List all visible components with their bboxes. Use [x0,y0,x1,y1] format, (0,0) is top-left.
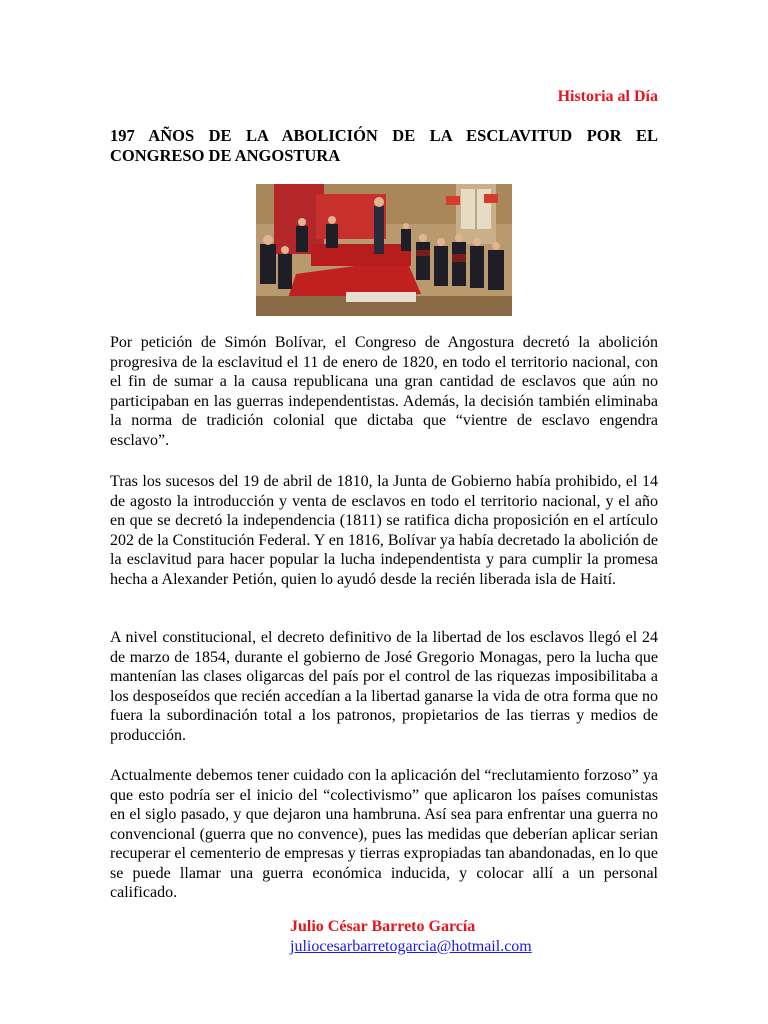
article-title: 197 AÑOS DE LA ABOLICIÓN DE LA ESCLAVITUD POR EL CONGRESO DE ANGOSTURA [110,126,658,165]
author-name: Julio César Barreto García [290,918,476,935]
author-email-link[interactable]: juliocesarbarretogarcia@hotmail.com [290,938,532,955]
article-paragraph: Por petición de Simón Bolívar, el Congreso de Angostura decretó la abolición progresiva de la esclavitud el 11 de enero de 1820, en todo el territorio nacional, con el fin de sumar a la causa republicana una gran cantidad de esclavos que aún no participaban en las guerras independentistas. Además, la decisión también eliminaba la norma de tradición colonial que dictaba que “vientre de esclavo engendra esclavo”. [110,334,658,449]
article-paragraph: Tras los sucesos del 19 de abril de 1810, la Junta de Gobierno había prohibido, el 14 de agosto la introducción y venta de esclavos en todo el territorio nacional, y el año en que se decretó la independencia (1811) se ratifica dicha proposición en el artículo 202 de la Constitución Federal. Y en 1816, Bolívar ya había decretado la abolición de la esclavitud para hacer popular la lucha independentista y para cumplir la promesa hecha a Alexander Petión, quien lo ayudó desde la recién liberada isla de Haití. [110,473,658,588]
article-paragraph: A nivel constitucional, el decreto definitivo de la libertad de los esclavos llegó el 24 de marzo de 1854, durante el gobierno de José Gregorio Monagas, pero la lucha que mantenían las clases oligarcas del país por el control de las riquezas imposibilitaba a los desposeídos que recién accedían a la libertad ganarse la vida de otra forma que no fuera la subordinación total a los patronos, propietarios de las tierras y medios de producción. [110,629,658,744]
congress-painting-image [256,184,512,316]
article-paragraph: Actualmente debemos tener cuidado con la aplicación del “reclutamiento forzoso” ya que esto podría ser el inicio del “colectivismo” que aplicaron los países comunistas en el siglo pasado, y que dejaron una hambruna. Así sea para enfrentar una guerra no convencional (guerra que no convence), pues las medidas que deberían aplicar serian recuperar el cementerio de empresas y tierras expropiadas tan abandonadas, en lo que se puede llamar una guerra económica inducida, y colocar allí a un personal calificado. [110,767,658,901]
section-label: Historia al Día [557,88,658,105]
